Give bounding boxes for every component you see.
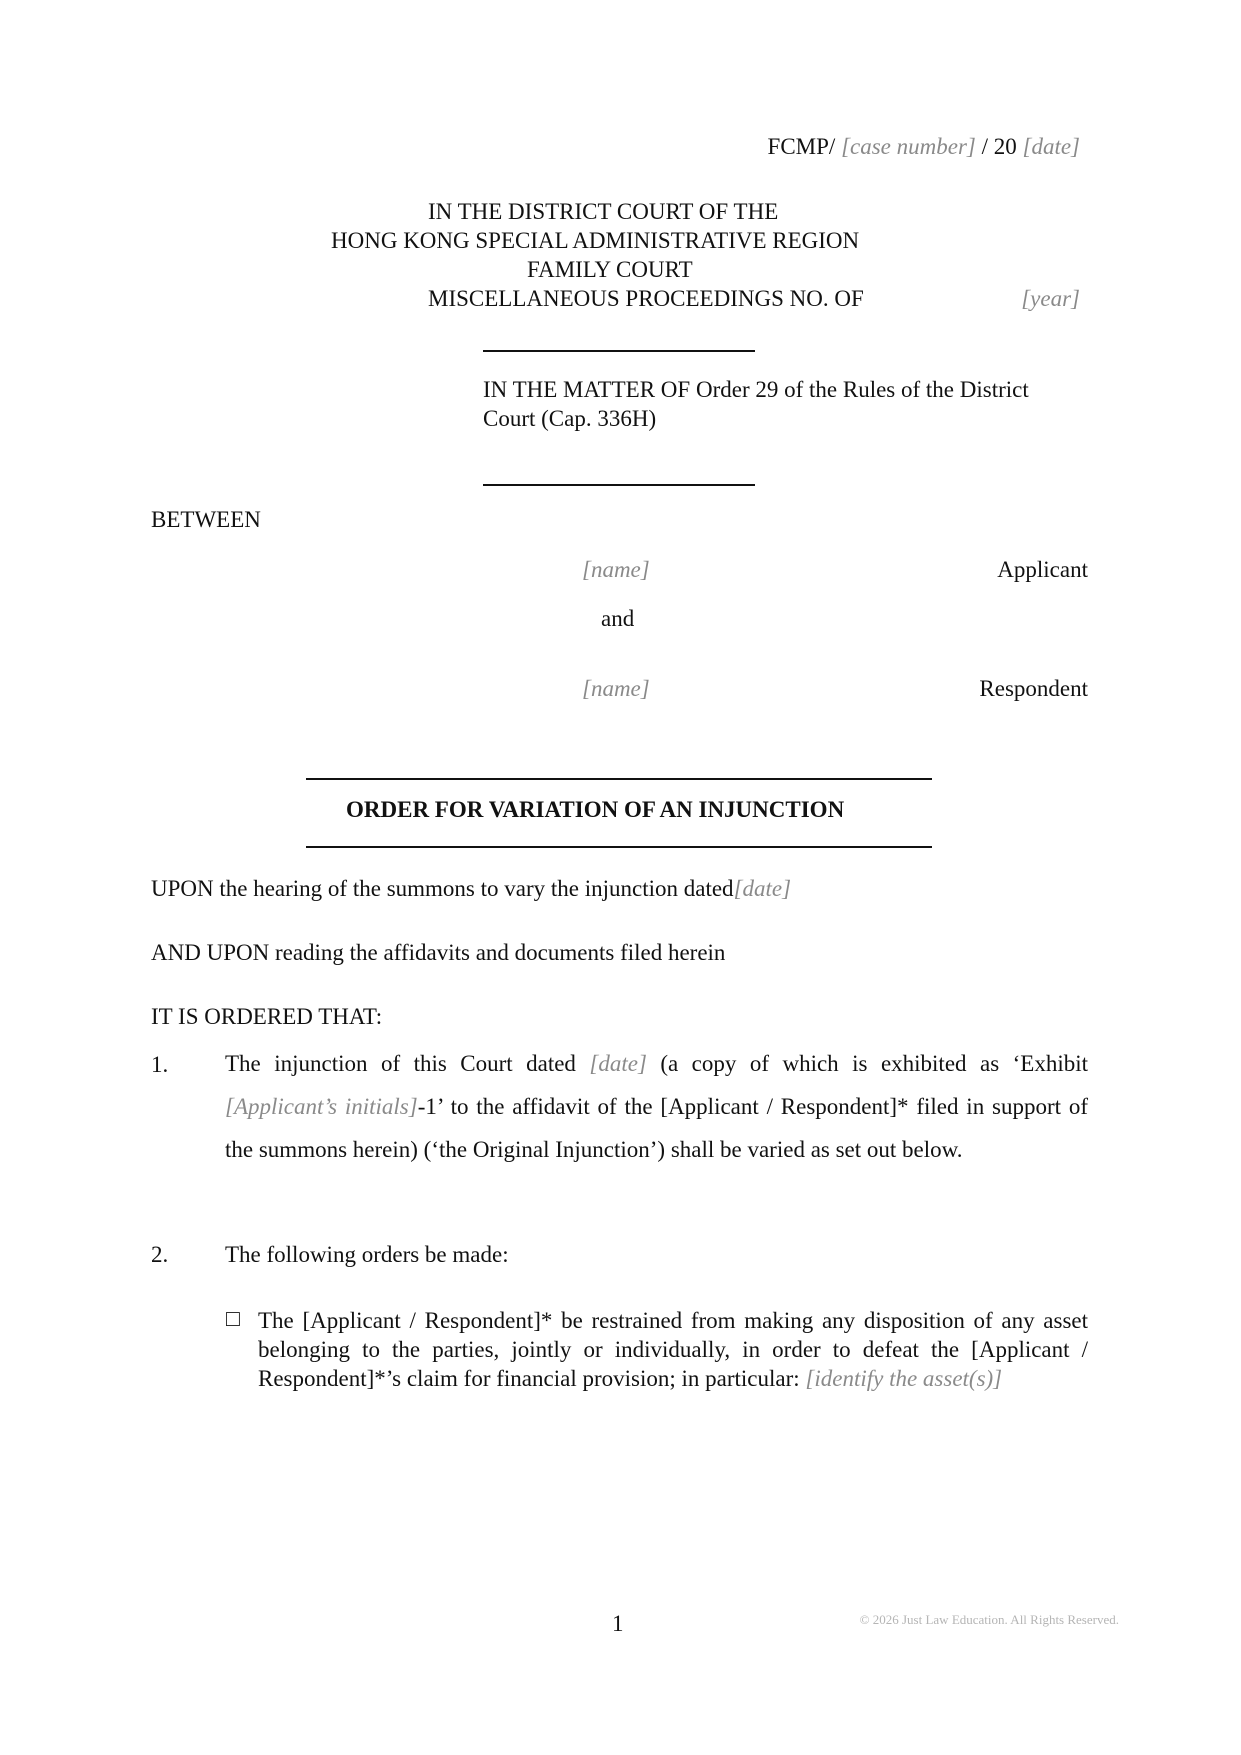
title-rule-top: [306, 778, 932, 780]
upon-date-placeholder: [date]: [733, 876, 792, 901]
upon-hearing: [151, 876, 791, 902]
option-1-body: The [Applicant / Respondent]* be restrained from making any disposition of any asset belonging to the parties, jointly or individually, in order to defeat the [Applicant / Respondent]*’s claim for financial provision; in particular:: [258, 1308, 1088, 1391]
year-placeholder: [year]: [1021, 286, 1080, 311]
item-1-part-3: -1’ to the affidavit of the [Applicant / Respondent]* filed in support of the summons herein) (‘the Original Injunction’) shall be varied as set out below.: [225, 1094, 1088, 1162]
court-line-4: MISCELLANEOUS PROCEEDINGS NO. OF: [428, 286, 864, 311]
case-ref-prefix: FCMP/: [767, 134, 842, 159]
item-1-date-placeholder: [date]: [589, 1051, 647, 1076]
case-reference: [768, 134, 1080, 160]
item-1-number: 1.: [151, 1052, 169, 1077]
court-line-3: FAMILY COURT: [527, 257, 693, 282]
case-number-placeholder: [case number]: [841, 134, 976, 159]
between-label: BETWEEN: [151, 507, 261, 532]
item-1-part-2: (a copy of which is exhibited as ‘Exhibit: [646, 1051, 1088, 1076]
title-rule-bottom: [306, 846, 932, 848]
court-line-2: HONG KONG SPECIAL ADMINISTRATIVE REGION: [331, 228, 860, 253]
applicant-initials-placeholder: [Applicant’s initials]: [225, 1094, 418, 1119]
upon-hearing-text: UPON the hearing of the summons to vary the injunction dated: [151, 876, 734, 901]
it-is-ordered: IT IS ORDERED THAT:: [151, 1004, 383, 1029]
respondent-role: Respondent: [979, 676, 1088, 701]
and-label: and: [601, 606, 635, 631]
court-line-1: IN THE DISTRICT COURT OF THE: [428, 199, 779, 224]
applicant-role: Applicant: [997, 557, 1088, 582]
case-ref-mid: / 20: [975, 134, 1023, 159]
item-2-number: 2.: [151, 1242, 169, 1267]
respondent-name-placeholder: [name]: [582, 676, 650, 701]
item-1-text: [225, 1042, 1088, 1171]
divider-short-1: [483, 350, 755, 352]
case-date-placeholder: [date]: [1022, 134, 1080, 159]
option-1-checkbox[interactable]: □: [226, 1306, 240, 1331]
page-number: 1: [612, 1611, 624, 1636]
identify-asset-placeholder: [identify the asset(s)]: [805, 1366, 1003, 1391]
divider-short-2: [483, 484, 755, 486]
item-2-text: The following orders be made:: [225, 1242, 509, 1267]
matter-line-1: IN THE MATTER OF Order 29 of the Rules of the District: [483, 377, 1029, 402]
option-1-text: [258, 1306, 1088, 1393]
matter-line-2: Court (Cap. 336H): [483, 406, 657, 431]
item-1-part-1: The injunction of this Court dated: [225, 1051, 590, 1076]
copyright-notice: © 2026 Just Law Education. All Rights Reserved.: [859, 1612, 1119, 1627]
order-title: ORDER FOR VARIATION OF AN INJUNCTION: [346, 797, 845, 822]
applicant-name-placeholder: [name]: [582, 557, 650, 582]
and-upon-reading: AND UPON reading the affidavits and documents filed herein: [151, 940, 726, 965]
